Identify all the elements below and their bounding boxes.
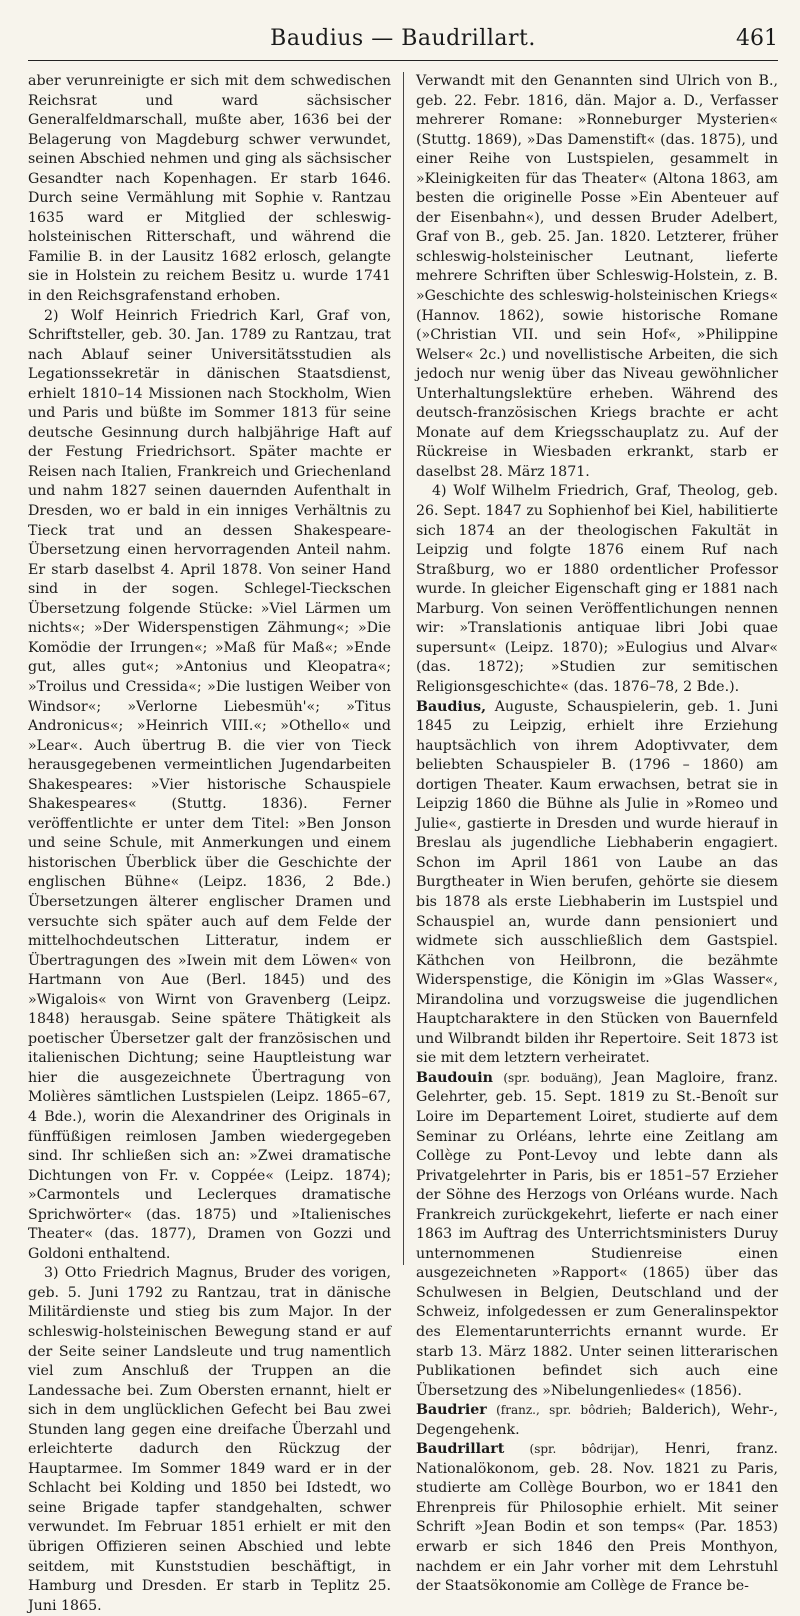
entry-headword: Baudrier xyxy=(416,1402,487,1419)
paragraph: 2) Wolf Heinrich Friedrich Karl, Graf von, Schriftsteller, geb. 30. Jan. 1789 zu Rantzau, trat nach Ablauf seiner Universitätsstudien als Legationssekretär in dänischen Staatsdienst, erhielt 1810–14 Missionen nach Stockholm, Wien und Paris und büßte im Sommer 1813 für seine deutsche Gesinnung durch halbjährige Haft auf der Festung Friedrichsort. Später machte er Reisen nach Italien, Frankreich und Griechenland und nahm 1827 seinen dauernden Aufenthalt in Dresden, wo er bald in ein inniges Verhältnis zu Tieck trat und an dessen Shakespeare-Übersetzung einen hervorragenden Anteil nahm. Er starb daselbst 4. April 1878. Von seiner Hand sind in der sogen. Schlegel-Tieckschen Übersetzung folgende Stücke: »Viel Lärmen um nichts«; »Der Widerspenstigen Zähmung«; »Die Komödie der Irrungen«; »Maß für Maß«; »Ende gut, alles gut«; »Antonius und Kleopatra«; »Troilus und Cressida«; »Die lustigen Weiber von Windsor«; »Verlorne Liebesmüh'«; »Titus Andronicus«; »Heinrich VIII.«; »Othello« und »Lear«. Auch übertrug B. die vier von Tieck herausgegebenen vermeintlichen Jugendarbeiten Shakespeares: »Vier historische Schauspiele Shakespeares« (Stuttg. 1836). Ferner veröffentlichte er unter dem Titel: »Ben Jonson und seine Schule, mit Anmerkungen und einem historischen Überblick über die Geschichte der englischen Bühne« (Leipz. 1836, 2 Bde.) Übersetzungen älterer englischer Dramen und versuchte sich später auch auf dem Felde der mittelhochdeutschen Litteratur, indem er Übertragungen des »Iwein mit dem Löwen« von Hartmann von Aue (Berl. 1845) und des »Wigalois« von Wirnt von Gravenberg (Leipz. 1848) herausgab. Seine spätere Thätigkeit als poetischer Übersetzer galt der französischen und italienischen Dichtung; seine Hauptleistung war hier die ausgezeichnete Übertragung von Molières sämtlichen Lustspielen (Leipz. 1865–67, 4 Bde.), worin die Alexandriner des Originals in fünffüßigen reimlosen Jamben wiedergegeben sind. Ihr schließen sich an: »Zwei dramatische Dichtungen von Fr. v. Coppée« (Leipz. 1874); »Carmontels und Leclerques dramatische Sprichwörter« (das. 1875) und »Italienisches Theater« (das. 1877), Dramen von Gozzi und Goldoni enthaltend. xyxy=(28,307,391,1262)
entry-baudouin xyxy=(416,1069,778,1401)
entry-baudius xyxy=(416,698,778,1069)
right-column xyxy=(403,72,779,1595)
entry-baudrillart xyxy=(416,1440,778,1596)
page-header xyxy=(28,18,778,61)
entry-text: Jean Magloire, franz. Gelehrter, geb. 15. Sept. 1819 zu St.-Benoît sur Loire im Departement Loiret, studierte auf dem Seminar zu Orléans, lehrte eine Zeitlang am Collège zu Pont-Levoy und lebte dann als Privatgelehrter in Paris, bis er 1851–57 Erzieher der Söhne des Herzogs von Orléans wurde. Nach Frankreich zurückgekehrt, lieferte er nach einer 1863 im Auftrag des Unterrichtsministers Duruy unternommenen Studienreise einen ausgezeichneten »Rapport« (1865) über das Schulwesen in Belgien, Deutschland und der Schweiz, infolgedessen er zum Generalinspektor des Elementarunterrichts ernannt wurde. Er starb 13. März 1882. Unter seinen litterarischen Publikationen befindet sich auch eine Übersetzung des »Nibelungenliedes« (1856). xyxy=(416,1069,778,1399)
text-columns xyxy=(28,72,779,1614)
entry-baudrier xyxy=(416,1401,778,1440)
entry-headword: Baudouin xyxy=(416,1069,493,1086)
paragraph: 3) Otto Friedrich Magnus, Bruder des vorigen, geb. 5. Juni 1792 zu Rantzau, trat in dänische Militärdienste und stieg bis zum Major. In der schleswig-holsteinischen Bewegung stand er auf der Seite seiner Landsleute und trug namentlich viel zum Anschluß der Truppen an die Landessache bei. Zum Obersten ernannt, hielt er sich in dem unglücklichen Gefecht bei Bau zwei Stunden lang gegen eine dreifache Überzahl und erleichterte dadurch den Rückzug der Hauptarmee. Im Sommer 1849 ward er in der Schlacht bei Kolding und 1850 bei Idstedt, wo seine Brigade tapfer standgehalten, schwer verwundet. Im Februar 1851 erhielt er mit den übrigen Offizieren seinen Abschied und lebte seitdem, mit Kunststudien beschäftigt, in Hamburg und Dresden. Er starb in Teplitz 25. Juni 1865. xyxy=(28,1265,391,1614)
page-title: Baudius — Baudrillart. xyxy=(270,26,536,51)
page-number: 461 xyxy=(736,26,778,51)
entry-headword: Baudrillart xyxy=(416,1441,505,1458)
entry-text: Balderich), Wehr-, Degengehenk. xyxy=(416,1402,778,1438)
entry-text: Auguste, Schauspielerin, geb. 1. Juni 1845 zu Leipzig, erhielt ihre Erziehung hauptsächlich von ihrem Adoptivvater, dem beliebten Schauspieler B. (1796 – 1860) am dortigen Theater. Kaum erwachsen, betrat sie in Leipzig 1860 die Bühne als Julie in »Romeo und Julie«, gastierte in Dresden und wurde hierauf in Breslau als jugendliche Liebhaberin engagiert. Schon im April 1861 von Laube an das Burgtheater in Wien berufen, gehörte sie diesem bis 1878 als erste Liebhaberin im Lustspiel und Schauspiel an, wurde dann pensioniert und widmete sich ausschließlich dem Gastspiel. Käthchen von Heilbronn, die bezähmte Widerspenstige, die Königin im »Glas Wasser«, Mirandolina und vorzugsweise die jugendlichen Hauptcharaktere in den Stücken von Bauernfeld und Wilbrandt bilden ihr Repertoire. Seit 1873 ist sie mit dem letztern verheiratet. xyxy=(416,698,778,1067)
entry-headword: Baudius, xyxy=(416,698,487,715)
paragraph: Verwandt mit den Genannten sind Ulrich von B., geb. 22. Febr. 1816, dän. Major a. D., Verfasser mehrerer Romane: »Ronneburger Mysterien« (Stuttg. 1869), »Das Damenstift« (das. 1875), und einer Reihe von Lustspielen, gesammelt in »Kleinigkeiten für das Theater« (Altona 1863, am besten die originelle Posse »Ein Abenteuer auf der Eisenbahn«), und dessen Bruder Adelbert, Graf von B., geb. 25. Jan. 1820. Letzterer, früher schleswig-holsteinischer Leutnant, lieferte mehrere Schriften über Schleswig-Holstein, z. B. »Geschichte des schleswig-holsteinischen Kriegs« (Hannov. 1862), sowie historische Romane (»Christian VII. und sein Hof«, »Philippine Welser« 2c.) und novellistische Arbeiten, die sich jedoch nur wenig über das Niveau gewöhnlicher Unterhaltungslektüre erheben. Während des deutsch-französischen Kriegs brachte er acht Monate auf dem Kriegsschauplatz zu. Auf der Rückreise in Wiesbaden erkrankt, starb er daselbst 28. März 1871. xyxy=(416,73,778,480)
entry-text: Henri, franz. Nationalökonom, geb. 28. Nov. 1821 zu Paris, studierte am Collège Bourbon, wo er 1841 den Ehrenpreis für Philosophie erhielt. Mit seiner Schrift »Jean Bodin et son temps« (Par. 1853) erwarb er sich 1846 den Preis Monthyon, nachdem er ein Jahr vorher mit dem Lehrstuhl der Staatsökonomie am Collège de France be- xyxy=(416,1441,779,1595)
entry-pronunciation: (franz., spr. bôdrieh; xyxy=(486,1403,632,1418)
paragraph: 4) Wolf Wilhelm Friedrich, Graf, Theolog, geb. 26. Sept. 1847 zu Sophienhof bei Kiel, habilitierte sich 1874 an der theologischen Fakultät in Leipzig und folgte 1876 einem Ruf nach Straßburg, wo er 1880 ordentlicher Professor wurde. In gleicher Eigenschaft ging er 1881 nach Marburg. Von seinen Veröffentlichungen nennen wir: »Translationis antiquae libri Jobi quae supersunt« (Leipz. 1870); »Eulogius und Alvar« (das. 1872); »Studien zur semitischen Religionsgeschichte« (das. 1876–78, 2 Bde.). xyxy=(416,483,778,695)
left-column xyxy=(28,72,403,1614)
entry-pronunciation: (spr. boduäng), xyxy=(492,1070,602,1085)
entry-pronunciation: (spr. bôdrijar), xyxy=(504,1442,639,1457)
paragraph: aber verunreinigte er sich mit dem schwedischen Reichsrat und ward sächsischer Generalfeldmarschall, mußte aber, 1636 bei der Belagerung von Magdeburg schwer verwundet, seinen Abschied nehmen und ging als sächsischer Gesandter nach Kopenhagen. Er starb 1646. Durch seine Vermählung mit Sophie v. Rantzau 1635 ward er Mitglied der schleswig-holsteinischen Ritterschaft, und während die Familie B. in der Lausitz 1682 erlosch, gelangte sie in Holstein zu reichem Besitz u. wurde 1741 in den Reichsgrafenstand erhoben. xyxy=(28,73,391,305)
